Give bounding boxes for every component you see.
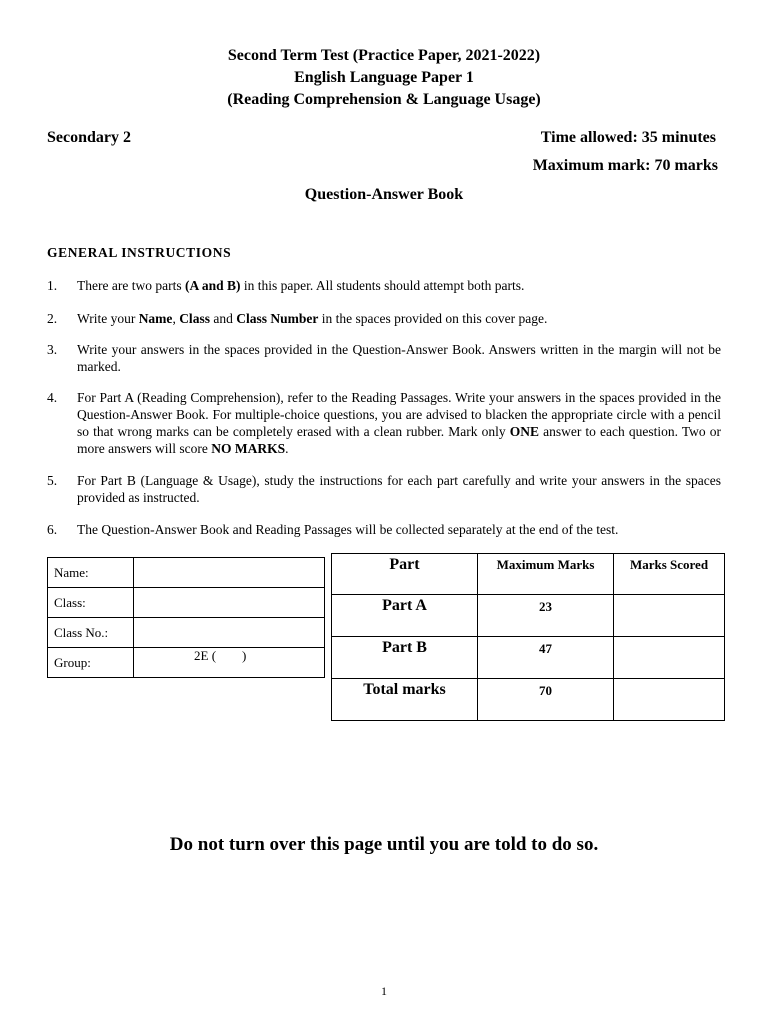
student-info-table: [47, 557, 325, 678]
instruction-item: 3. Write your answers in the spaces provided in the Question-Answer Book. Answers written in the margin will not be marked.: [47, 342, 721, 374]
maximum-mark: Maximum mark: 70 marks: [532, 157, 718, 174]
header-marks-scored: Marks Scored: [614, 554, 725, 595]
table-row: [332, 637, 725, 679]
class-label: Class:: [48, 588, 134, 618]
instruction-number: 2.: [47, 311, 58, 326]
marks-table: [331, 553, 725, 721]
group-field[interactable]: [134, 648, 325, 678]
class-field[interactable]: [134, 588, 325, 618]
instructions-heading: GENERAL INSTRUCTIONS: [47, 245, 232, 260]
level-label: Secondary 2: [47, 129, 131, 146]
instruction-item: 2. Write your Name, Class and Class Number in the spaces provided on this cover page.: [47, 311, 548, 326]
warning-text: Do not turn over this page until you are told to do so.: [169, 834, 599, 855]
total-max: 70: [478, 679, 614, 721]
page-number: 1: [381, 984, 387, 998]
header-maximum-marks: Maximum Marks: [478, 554, 614, 595]
part-a-label: Part A: [332, 595, 478, 637]
part-b-scored[interactable]: [614, 637, 725, 679]
class-no-field[interactable]: [134, 618, 325, 648]
total-scored[interactable]: [614, 679, 725, 721]
instruction-number: 5.: [47, 473, 58, 488]
class-no-label: Class No.:: [48, 618, 134, 648]
header-part: Part: [332, 554, 478, 595]
time-allowed: Time allowed: 35 minutes: [540, 129, 716, 146]
group-value: 2E ( ): [194, 648, 247, 663]
instruction-item: 6. The Question-Answer Book and Reading Passages will be collected separately at the end of the test.: [47, 522, 619, 537]
table-row: [332, 679, 725, 721]
instruction-number: 6.: [47, 522, 58, 537]
instruction-number: 1.: [47, 278, 58, 293]
part-b-label: Part B: [332, 637, 478, 679]
paper-title: English Language Paper 1: [294, 69, 474, 86]
name-field[interactable]: [134, 558, 325, 588]
part-a-max: 23: [478, 595, 614, 637]
test-title: Second Term Test (Practice Paper, 2021-2022): [227, 47, 541, 64]
name-label: Name:: [48, 558, 134, 588]
instruction-item: 5. For Part B (Language & Usage), study the instructions for each part carefully and write your answers in the spaces provided as instructed.: [47, 473, 721, 505]
instruction-item: 1. There are two parts (A and B) in this paper. All students should attempt both parts.: [47, 278, 525, 293]
part-a-scored[interactable]: [614, 595, 725, 637]
part-b-max: 47: [478, 637, 614, 679]
instruction-item: 4. For Part A (Reading Comprehension), refer to the Reading Passages. Write your answers in the spaces provided in the Question-Answer Book. For multiple-choice questions, you are advised to blacken the appropriate circle with a pencil so that wrong marks can be completely erased with a clean rubber. Mark only ONE answer to each question. Two or more answers will score NO MARKS.: [47, 390, 721, 456]
instruction-number: 4.: [47, 390, 58, 405]
instruction-number: 3.: [47, 342, 58, 357]
table-row: [332, 595, 725, 637]
group-label: Group:: [48, 648, 134, 678]
paper-subtitle: (Reading Comprehension & Language Usage): [227, 91, 541, 108]
book-title: Question-Answer Book: [304, 186, 464, 203]
total-label: Total marks: [332, 679, 478, 721]
